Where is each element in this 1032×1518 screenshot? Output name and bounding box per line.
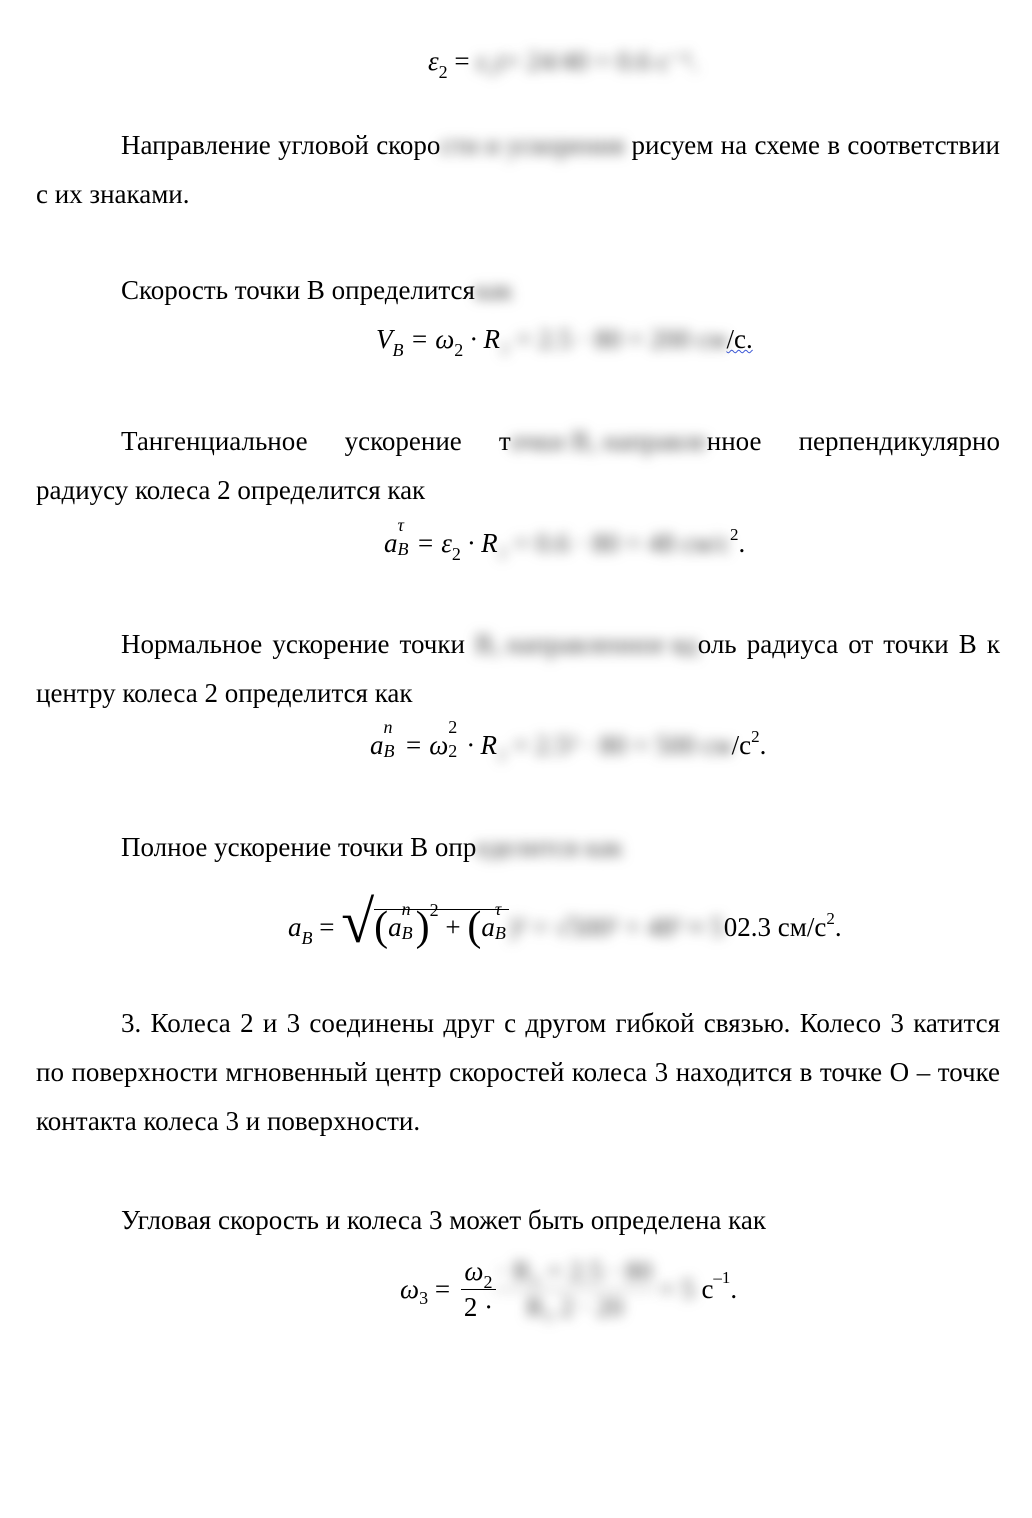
blurred-text: В, направленное вд [475,629,698,659]
equation-a-tau: a τ B = $\varepsilon_2 \cdot R_2 = 0.6 \cdot 80 = 48$ $см/с^2$. [384,515,746,564]
blurred-text: еделится как [476,832,623,862]
blurred-formula: $\frac{\text{· R₂ = 2.5 · 80}}{\text{R₃ 2 · 20}}$ [494,1258,655,1321]
fraction: $\frac{\omega_2}{2 \cdot}$ [461,1258,496,1321]
equation-epsilon2: $\varepsilon_2 = \varepsilon_2t= 24/40 = 0.6$ с⁻¹. [428,46,699,82]
paragraph-angular-velocity-3: Угловая скорость и колеса 3 может быть определена как [121,1205,766,1235]
blurred-formula: ₂ = 2.5 · 80 = 200 см [500,324,727,354]
paragraph-normal: Нормальное ускорение точки В, направленное вдоль радиуса от точки В к центру колеса 2 определится как [36,620,1000,718]
blurred-formula: = 5 [659,1274,695,1304]
equation-a-total: $a_B = √(a$ n B )$^2$ + (a τ B )² = √500² + 48² ≈ 502.3 $см/с^2$. [288,889,842,955]
sqrt-sign: √ [341,889,375,955]
blurred-formula: = 24/40 = 0.6 с⁻¹. [504,46,699,76]
blurred-formula: ₂ = 0.6 · 80 = 48 см/с [497,528,731,558]
equation-a-n: a n B = ω 2 2 · R₂ = 2.5² · 80 = 500 $см/с^2$. [370,717,767,761]
blurred-formula: ₂ = 2.5² · 80 = 500 см [497,730,732,760]
blurred-text: сти и ускорения [440,130,625,160]
equation-vb: $V_B = \omega_2 \cdot R_2 = 2.5 \cdot 80 = 200$ см/с. [376,324,753,360]
paragraph-wheels-2-3: 3. Колеса 2 и 3 соединены друг с другом гибкой связью. Колесо 3 катится по поверхности мгновенный центр скоростей колеса 3 находится в точке О – точке контакта колеса 3 и поверхности. [36,1008,1000,1136]
paragraph-tangential: Тангенциальное ускорение точки В, направленное перпендикулярно радиусу колеса 2 определится как [36,417,1000,515]
paragraph-total: Полное ускорение точки В определится как [36,823,1000,872]
paragraph-direction: Направление угловой скорости и ускорения рисуем на схеме в соответствии с их знаками. [36,121,1000,219]
blurred-text: как [474,275,513,305]
blurred-formula: )² = √500² + 48² ≈ 5 [508,912,724,942]
blurred-text: очки В, направле [510,426,707,456]
equation-omega3: ω 3 = $\frac{\omega_2}{2 \cdot}$ $\frac{\text{· R₂ = 2.5 · 80}}{\text{R₃ 2 · 20}}$ = 5 с –1 . [400,1256,738,1322]
paragraph-velocity-b: Скорость точки В определитсякак [36,266,1000,315]
blurred-formula: ε₂t [476,46,505,76]
